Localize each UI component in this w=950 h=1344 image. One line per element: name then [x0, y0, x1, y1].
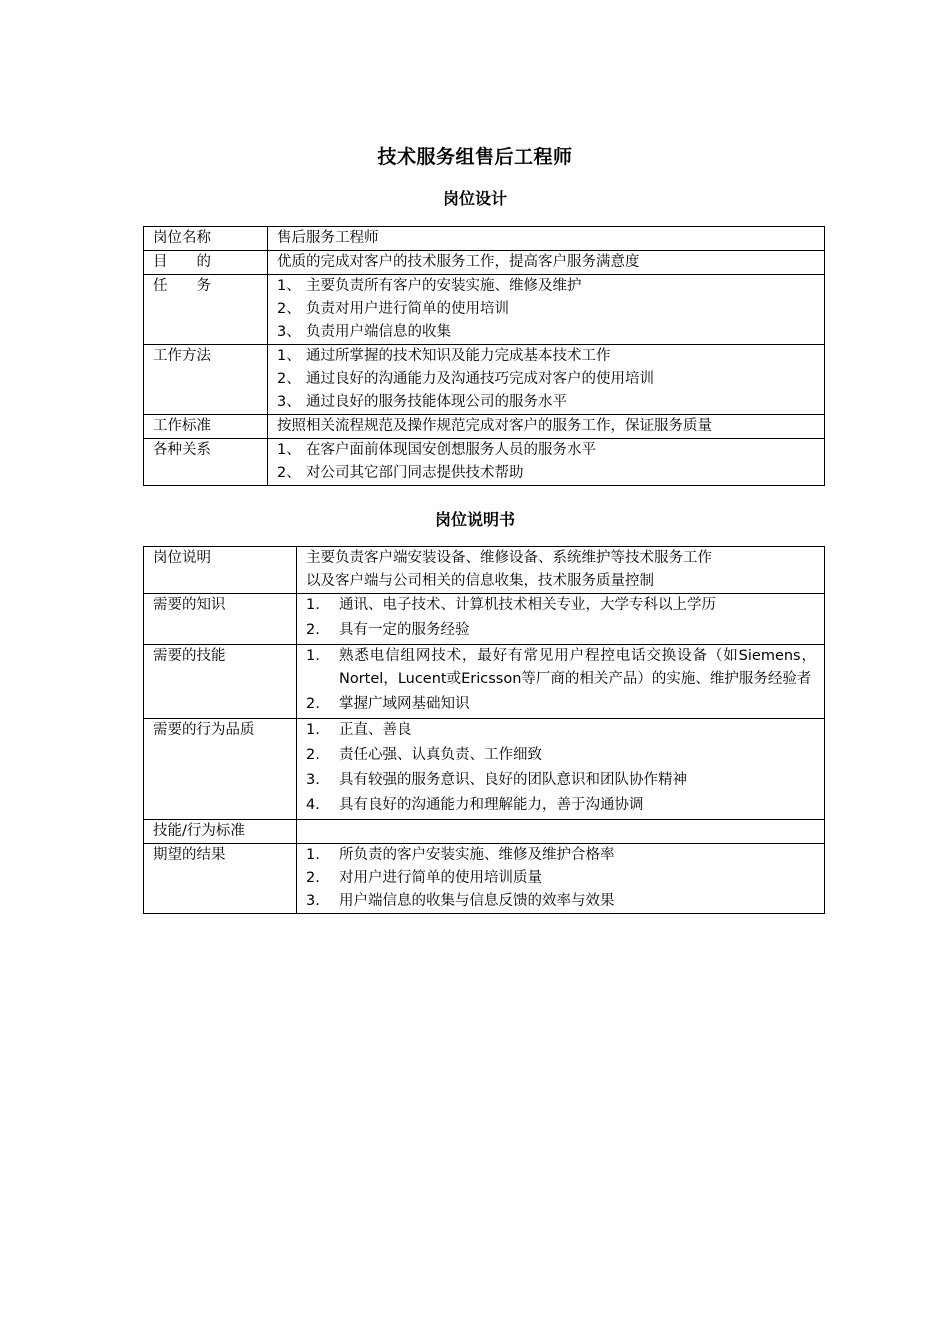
- item-text: 用户端信息的收集与信息反馈的效率与效果: [339, 893, 615, 909]
- item-number: 2.: [306, 747, 320, 763]
- row-list: [297, 719, 825, 820]
- row-label: 工作标准: [144, 415, 268, 439]
- item-text: 在客户面前体现国安创想服务人员的服务水平: [306, 442, 596, 458]
- item-text: 具有一定的服务经验: [339, 622, 470, 638]
- table-row: [144, 719, 825, 820]
- item-number: 3.: [306, 772, 320, 788]
- list-item: [306, 890, 824, 913]
- item-number: 1、: [277, 348, 301, 364]
- row-value: 按照相关流程规范及操作规范完成对客户的服务工作，保证服务质量: [268, 415, 825, 439]
- item-text: 负责对用户进行简单的使用培训: [306, 301, 509, 317]
- item-text: 通过所掌握的技术知识及能力完成基本技术工作: [306, 348, 611, 364]
- list-item: [277, 321, 824, 344]
- list-item: [277, 439, 824, 462]
- row-label: 需要的技能: [144, 645, 297, 719]
- item-number: 1.: [306, 597, 320, 613]
- item-number: 1、: [277, 278, 301, 294]
- row-label: 技能/行为标准: [144, 820, 297, 844]
- list-item: [306, 744, 824, 767]
- table-row: [144, 345, 825, 415]
- item-number: 1.: [306, 648, 320, 664]
- list-item: [277, 462, 824, 485]
- list-item: [306, 619, 824, 642]
- item-number: 1.: [306, 722, 320, 738]
- row-label: 目 的: [144, 251, 268, 275]
- table-row: [144, 594, 825, 645]
- row-label: 各种关系: [144, 439, 268, 486]
- row-value-empty: [297, 820, 825, 844]
- item-number: 1、: [277, 442, 301, 458]
- section-title-job-spec: 岗位说明书: [434, 510, 515, 529]
- table-row: [144, 547, 825, 594]
- row-label: 任 务: [144, 275, 268, 345]
- row-label: 需要的知识: [144, 594, 297, 645]
- list-item: [277, 275, 824, 298]
- row-value: 售后服务工程师: [268, 227, 825, 251]
- row-list: [297, 594, 825, 645]
- item-text: 通讯、电子技术、计算机技术相关专业，大学专科以上学历: [339, 597, 716, 613]
- item-text: 具有较强的服务意识、良好的团队意识和团队协作精神: [339, 772, 687, 788]
- text-line: 以及客户端与公司相关的信息收集，技术服务质量控制: [306, 573, 654, 589]
- table-row: [144, 645, 825, 719]
- item-text: 掌握广域网基础知识: [339, 696, 470, 712]
- row-value: [297, 547, 825, 594]
- row-label: 岗位名称: [144, 227, 268, 251]
- row-label: 期望的结果: [144, 844, 297, 914]
- list-item: [277, 368, 824, 391]
- row-label: 岗位说明: [144, 547, 297, 594]
- page-title: 技术服务组售后工程师: [377, 146, 573, 168]
- item-number: 3、: [277, 324, 301, 340]
- row-list: [268, 345, 825, 415]
- table-row: [144, 844, 825, 914]
- list-item: [306, 844, 824, 867]
- row-list: [268, 275, 825, 345]
- item-number: 2.: [306, 696, 320, 712]
- table-row: [144, 275, 825, 345]
- item-number: 3.: [306, 893, 320, 909]
- list-item: [277, 345, 824, 368]
- row-label: 工作方法: [144, 345, 268, 415]
- table-row: [144, 227, 825, 251]
- table-row: [144, 820, 825, 844]
- row-list: [297, 844, 825, 914]
- item-number: 2.: [306, 622, 320, 638]
- item-text: 通过良好的服务技能体现公司的服务水平: [306, 394, 567, 410]
- item-text: 正直、善良: [339, 722, 412, 738]
- item-number: 1.: [306, 847, 320, 863]
- job-spec-table: [143, 546, 825, 914]
- item-number: 3、: [277, 394, 301, 410]
- list-item: [277, 298, 824, 321]
- row-value: 优质的完成对客户的技术服务工作，提高客户服务满意度: [268, 251, 825, 275]
- row-list: [297, 645, 825, 719]
- list-item: [306, 719, 824, 742]
- text-line: 主要负责客户端安装设备、维修设备、系统维护等技术服务工作: [306, 550, 712, 566]
- section-title-job-design: 岗位设计: [442, 189, 507, 208]
- item-number: 2、: [277, 371, 301, 387]
- list-item: [306, 769, 824, 792]
- list-item: [277, 391, 824, 414]
- table-row: [144, 251, 825, 275]
- list-item: [306, 867, 824, 890]
- table-row: [144, 439, 825, 486]
- item-text: 责任心强、认真负责、工作细致: [339, 747, 542, 763]
- item-number: 2.: [306, 870, 320, 886]
- item-number: 2、: [277, 465, 301, 481]
- item-text: 对公司其它部门同志提供技术帮助: [306, 465, 524, 481]
- item-text: 熟悉电信组网技术，最好有常见用户程控电话交换设备（如Siemens，Nortel，Lucent或Ericsson等厂商的相关产品）的实施、维护服务经验者: [339, 648, 816, 687]
- row-label: 需要的行为品质: [144, 719, 297, 820]
- item-number: 2、: [277, 301, 301, 317]
- item-number: 4.: [306, 797, 320, 813]
- list-item: [306, 794, 824, 817]
- item-text: 具有良好的沟通能力和理解能力，善于沟通协调: [339, 797, 644, 813]
- item-text: 对用户进行简单的使用培训质量: [339, 870, 542, 886]
- list-item: [306, 594, 824, 617]
- table-row: [144, 415, 825, 439]
- item-text: 所负责的客户安装实施、维修及维护合格率: [339, 847, 615, 863]
- job-design-table: [143, 226, 825, 486]
- item-text: 主要负责所有客户的安装实施、维修及维护: [306, 278, 582, 294]
- row-list: [268, 439, 825, 486]
- item-text: 负责用户端信息的收集: [306, 324, 451, 340]
- list-item: [306, 693, 824, 716]
- item-text: 通过良好的沟通能力及沟通技巧完成对客户的使用培训: [306, 371, 654, 387]
- list-item: [306, 645, 824, 691]
